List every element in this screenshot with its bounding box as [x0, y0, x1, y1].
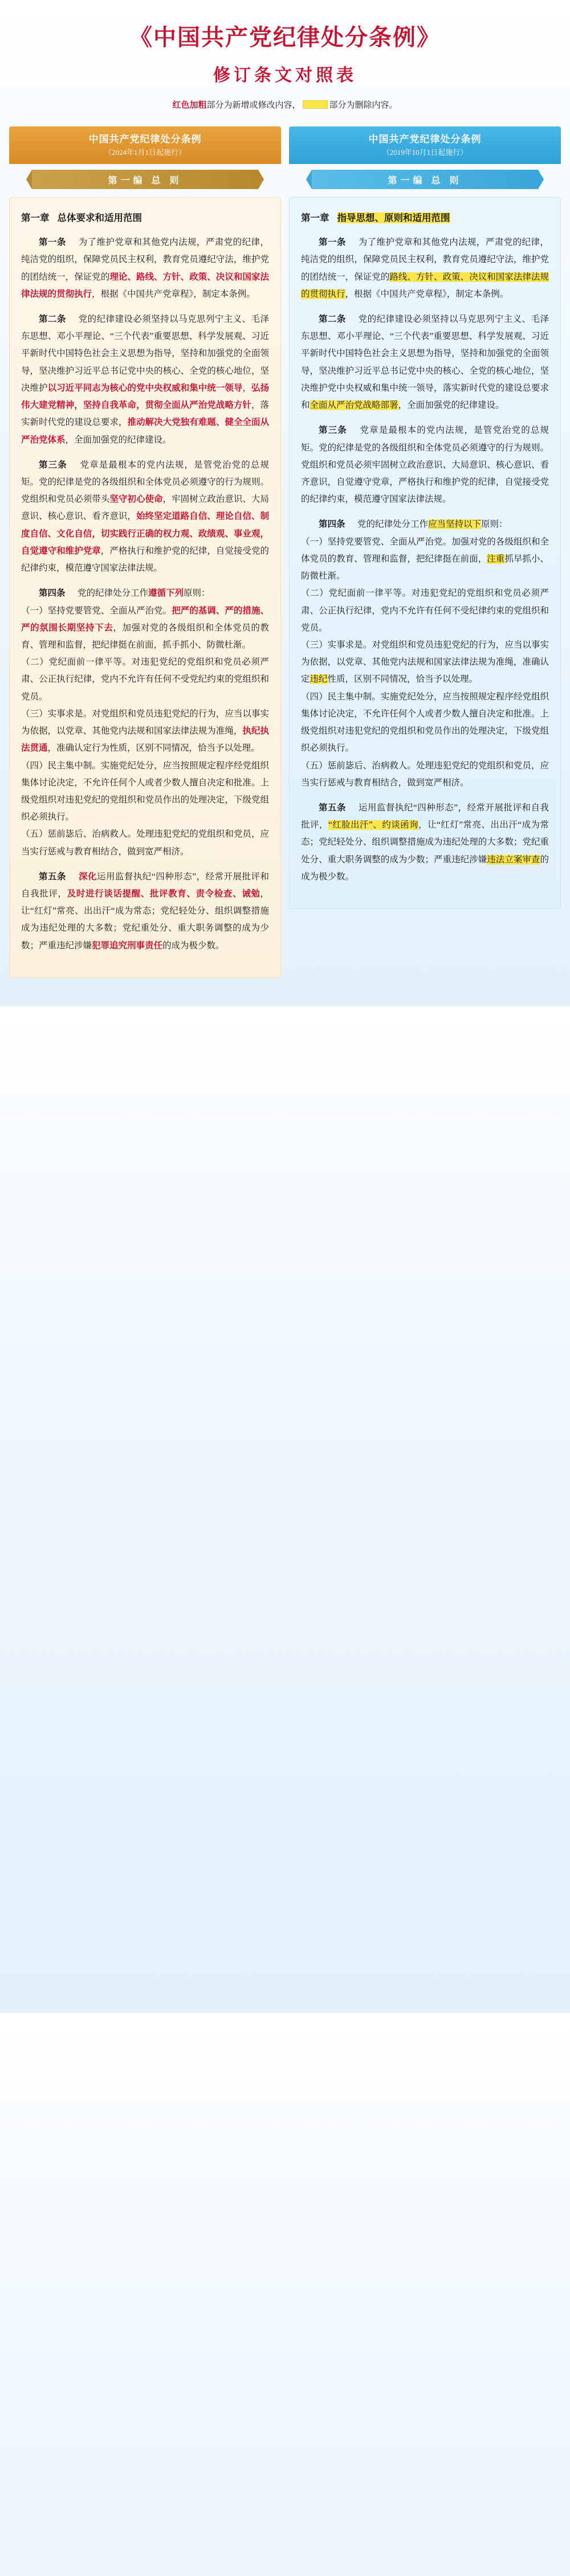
amended-text: 理论、路线、方针、政策、决议和国家法律法规的贯彻执行: [21, 272, 269, 299]
left-articles: [21, 234, 269, 955]
page-subtitle: 修订条文对照表: [213, 66, 357, 85]
right-column: [289, 189, 561, 909]
amended-text: 以习近平同志为核心的党中央权威和集中统一领导: [47, 383, 243, 393]
column-body-row: [0, 189, 570, 978]
right-chapter-heading: [301, 209, 549, 227]
amended-text: 始终坚定道路自信、理论自信、制度自信、文化自信，切实践行正确的权力观、政绩观、事业观，自觉遵守和维护党章: [21, 511, 269, 556]
comparison-document-page: [0, 0, 570, 1006]
left-chapter-name: 总体要求和适用范围: [57, 212, 142, 223]
left-chapter-heading: [21, 209, 269, 227]
left-panel: [9, 197, 281, 978]
amended-text: 犯罪追究刑事责任: [92, 940, 163, 951]
article-number: 第四条: [39, 588, 66, 599]
right-chapter-no: 第一章: [301, 212, 329, 223]
left-column: [9, 189, 281, 978]
deleted-text: “红脸出汗”、约谈函询: [328, 820, 419, 830]
footer-spacer: [0, 978, 570, 984]
article-number: 第二条: [319, 314, 346, 325]
legend-red-label: 红色加粗: [172, 101, 207, 110]
article: 第二条 党的纪律建设必须坚持以马克思列宁主义、毛泽东思想、邓小平理论、“三个代表”重要思想、科学发展观、习近平新时代中国特色社会主义思想为指导，坚持和加强党的全面领导，坚决维护习近平总书记党中央的核心、全党的核心地位，坚决维护党中央权威和集中统一领导，落实新时代党的建设总要求和全面从严治党战略部署，全面加强党的纪律建设。: [301, 314, 549, 411]
amended-text: 执纪执法贯通: [21, 726, 269, 753]
legend-text-1: 部分为新增或修改内容，: [206, 101, 301, 110]
right-column-banner: [289, 126, 561, 164]
amended-text: 弘扬伟大建党精神，坚持自我革命，贯彻全面从严治党战略方针: [21, 383, 269, 411]
deleted-text: 路线、方针、政策、决议和国家法律法规的贯彻执行: [301, 272, 549, 299]
column-banner-row: [0, 126, 570, 189]
left-banner-title: 中国共产党纪律处分条例: [88, 134, 202, 145]
amended-text: 及时进行谈话提醒、批评教育、责令检查、诫勉: [67, 889, 260, 899]
right-part-ribbon: 第一编 总 则: [312, 170, 538, 189]
deleted-text: 注重: [487, 554, 505, 564]
deleted-text: 应当坚持以下: [428, 519, 482, 530]
article: 第一条 为了维护党章和其他党内法规，严肃党的纪律，纯洁党的组织，保障党员民主权利，教育党员遵纪守法，维护党的团结统一，保证党的路线、方针、政策、决议和国家法律法规的贯彻执行，根据《中国共产党章程》，制定本条例。: [301, 237, 549, 299]
article: 第四条 党的纪律处分工作应当坚持以下原则： （一）坚持党要管党、全面从严治党。加强对党的各级组织和全体党员的教育、管理和监督，把纪律挺在前面，注重抓早抓小、防微杜渐。 （二）党纪面前一律平等。对违犯党纪的党组织和党员必须严肃、公正执行纪律，党内不允许有任何不受纪律约束的党组织和党员。 （三）实事求是。对党组织和党员违犯党纪的行为，应当以事实为依据，以党章、其他党内法规和国家法律法规为准绳，准确认定违纪性质，区别不同情况，恰当予以处理。 （四）民主集中制。实施党纪处分，应当按照规定程序经党组织集体讨论决定，不允许任何个人或者少数人擅自决定和批准。上级党组织对违犯党纪的党组织和党员作出的处理决定，下级党组织必须执行。 （五）惩前毖后、治病救人。处理违犯党纪的党组织和党员，应当实行惩戒与教育相结合，做到宽严相济。: [301, 519, 549, 788]
page-title: 《中国共产党纪律处分条例》: [129, 24, 441, 50]
left-banner-date: （2024年1月1日起施行）: [104, 148, 186, 157]
article: 第一条 为了维护党章和其他党内法规，严肃党的纪律，纯洁党的组织，保障党员民主权利，教育党员遵纪守法，维护党的团结统一，保证党的理论、路线、方针、政策、决议和国家法律法规的贯彻执行，根据《中国共产党章程》，制定本条例。: [21, 237, 269, 299]
legend-text-2: 部分为删除内容。: [329, 101, 398, 110]
right-banner-date: （2019年10月1日起施行）: [382, 148, 468, 157]
amended-text: 深化: [78, 871, 97, 882]
left-column-banner: [9, 126, 281, 164]
left-part-ribbon: 第一编 总 则: [32, 170, 258, 189]
deleted-text: 违法立案审查: [487, 854, 540, 865]
article: 第三条 党章是最根本的党内法规，是管党治党的总规矩。党的纪律是党的各级组织和全体党员必须遵守的行为规则。党组织和党员必须牢固树立政治意识、大局意识、核心意识、看齐意识，自觉遵守党章，严格执行和维护党的纪律，自觉接受党的纪律约束，模范遵守国家法律法规。: [301, 425, 549, 505]
article-number: 第二条: [39, 314, 66, 325]
left-column-banner-wrap: [9, 126, 281, 189]
article-number: 第一条: [39, 237, 66, 248]
amended-text: 推动解决大党独有难题、健全全面从严治党体系: [21, 417, 269, 445]
deleted-text: 违纪: [310, 674, 328, 685]
amended-text: 坚守初心使命: [109, 494, 163, 505]
legend: [0, 99, 570, 110]
article: 第四条 党的纪律处分工作遵循下列原则： （一）坚持党要管党、全面从严治党。把严的基调、严的措施、严的氛围长期坚持下去，加强对党的各级组织和全体党员的教育、管理和监督，把纪律挺在前面，抓手抓小、防微杜渐。 （二）党纪面前一律平等。对违犯党纪的党组织和党员必须严肃、公正执行纪律，党内不允许有任何不受党纪约束的党组织和党员。 （三）实事求是。对党组织和党员违犯党纪的行为，应当以事实为依据，以党章、其他党内法规和国家法律法规为准绳，执纪执法贯通，准确认定行为性质，区别不同情况，恰当予以处理。 （四）民主集中制。实施党纪处分，应当按照规定程序经党组织集体讨论决定，不允许任何个人或者少数人擅自决定和批准。上级党组织对违犯党纪的党组织和党员作出的处理决定，下级党组织必须执行。 （五）惩前毖后、治病救人。处理违犯党纪的党组织和党员，应当实行惩戒与教育相结合，做到宽严相济。: [21, 588, 269, 857]
amended-text: 遵循下列: [148, 588, 184, 599]
article: 第五条 运用监督执纪“四种形态”，经常开展批评和自我批评，“红脸出汗”、约谈函询，让“红灯”常亮、出出汗“成为常态；党纪轻处分、组织调整措施成为违纪处理的大多数；党纪重处分、重大职务调整的成为少数；严重违纪涉嫌违法立案审查的成为极少数。: [301, 802, 549, 882]
article-number: 第三条: [319, 425, 347, 436]
right-banner-title: 中国共产党纪律处分条例: [368, 134, 482, 145]
article: 第五条 深化运用监督执纪“四种形态”，经常开展批评和自我批评，及时进行谈话提醒、批评教育、责令检查、诫勉，让“红灯”常亮、出出汗“成为常态；党纪轻处分、组织调整措施成为违纪处理的大多数；党纪重处分、重大职务调整的成为少数；严重违纪涉嫌犯罪追究刑事责任的成为极少数。: [21, 871, 269, 951]
left-chapter-no: 第一章: [21, 212, 50, 223]
deleted-text: 全面从严治党战略部署: [310, 400, 398, 411]
article: 第三条 党章是最根本的党内法规，是管党治党的总规矩。党的纪律是党的各级组织和全体党员必须遵守的行为规则。党组织和党员必须带头坚守初心使命，牢固树立政治意识、大局意识、核心意识、看齐意识，始终坚定道路自信、理论自信、制度自信、文化自信，切实践行正确的权力观、政绩观、事业观，自觉遵守和维护党章，严格执行和维护党的纪律，自觉接受党的纪律约束，模范遵守国家法律法规。: [21, 460, 269, 574]
article-number: 第三条: [39, 460, 67, 470]
article-number: 第一条: [319, 237, 346, 248]
article: 第二条 党的纪律建设必须坚持以马克思列宁主义、毛泽东思想、邓小平理论、“三个代表”重要思想、科学发展观、习近平新时代中国特色社会主义思想为指导，坚持和加强党的全面领导，坚决维护习近平总书记党中央的核心、全党的核心地位，坚决维护以习近平同志为核心的党中央权威和集中统一领导，弘扬伟大建党精神，坚持自我革命，贯彻全面从严治党战略方针，落实新时代党的建设总要求，推动解决大党独有难题、健全全面从严治党体系，全面加强党的纪律建设。: [21, 314, 269, 445]
left-ribbon-wrap: [9, 170, 281, 189]
amended-text: 把严的基调、严的措施、严的氛围长期坚持下去: [21, 605, 269, 633]
article-number: 第五条: [319, 802, 346, 813]
article-number: 第五条: [39, 871, 66, 882]
right-column-banner-wrap: [289, 126, 561, 189]
right-ribbon-wrap: [289, 170, 561, 189]
document-header: [0, 0, 570, 126]
right-panel: [289, 197, 561, 909]
legend-yellow-swatch: [303, 100, 328, 109]
right-articles: [301, 234, 549, 886]
article-number: 第四条: [319, 519, 345, 530]
right-chapter-name: 指导思想、原则和适用范围: [337, 212, 450, 223]
